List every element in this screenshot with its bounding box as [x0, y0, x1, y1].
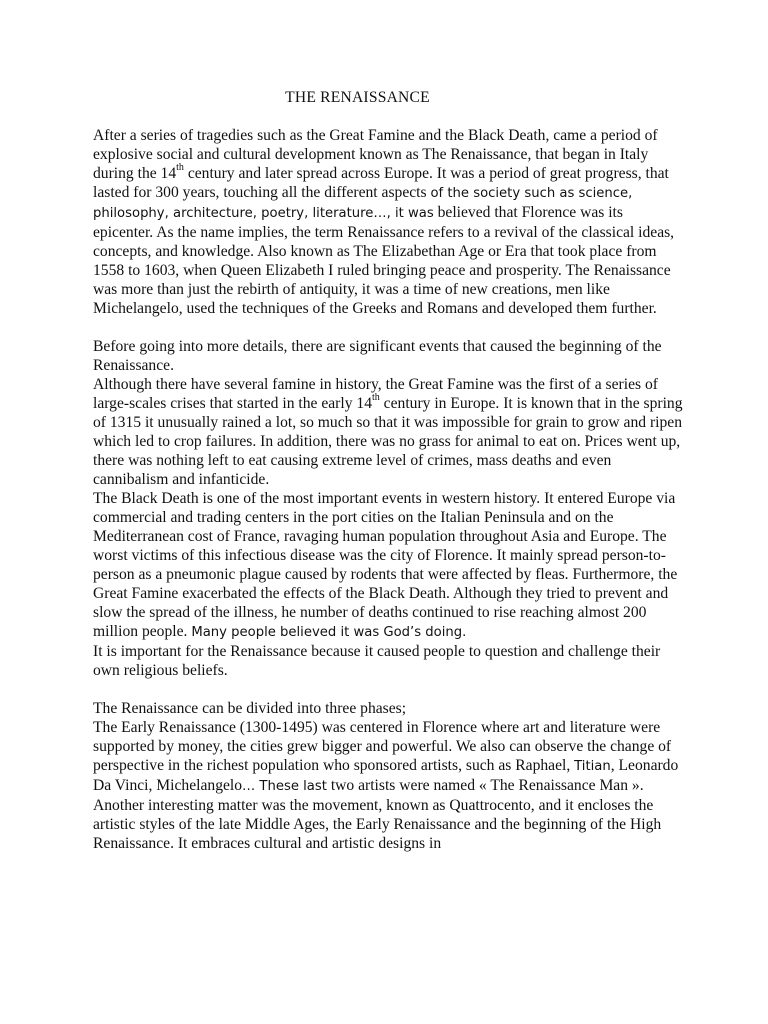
- text-run: Although there have several famine in history, the Great Famine was the first of a series of large-scales crises that started in the early 14: [93, 376, 658, 412]
- document-body: [93, 126, 683, 853]
- paragraph-quattrocento: Another interesting matter was the movement, known as Quattrocento, and it encloses the artistic styles of the late Middle Ages, the Early Renaissance and the beginning of the High Renaissance. It embraces cultural and artistic designs in: [93, 797, 662, 852]
- text-run: two artists were named « The Renaissance Man ».: [326, 777, 644, 794]
- paragraph-black-death: [93, 489, 683, 642]
- text-run: century and later spread across Europe. It was a period of great progress, that lasted for 300 years, touching all the different aspects: [93, 165, 669, 201]
- superscript: th: [372, 391, 380, 403]
- text-run-sans: of the society such as science, philosophy, architecture, poetry, literature…, it was: [93, 186, 633, 221]
- paragraph-phases: The Renaissance can be divided into three phases;: [93, 700, 407, 717]
- page-title: THE RENAISSANCE: [285, 89, 430, 106]
- paragraph-early-renaissance: [93, 718, 683, 796]
- text-run: The Early Renaissance (1300-1495) was centered in Florence where art and literature were supported by money, the cities grew bigger and powerful. We also can observe the change of perspective in the richest population who sponsored artists, such as Raphael,: [93, 719, 672, 774]
- text-run: century in Europe. It is known that in the spring of 1315 it unusually rained a lot, so much so that it was impossible for grain to grow and ripen which led to crop failures. In addition, there was no grass for animal to eat on. Prices went up, there was nothing left to eat causing extreme level of crimes, mass deaths and even cannibalism and infanticide.: [93, 395, 683, 488]
- text-run: believed that Florence was its epicenter. As the name implies, the term Renaissance refers to a revival of the classical ideas, concepts, and knowledge. Also known as The Elizabethan Age or Era that took place from 1558 to 1603, when Queen Elizabeth I ruled bringing peace and prosperity. The Renaissance was more than just the rebirth of antiquity, it was a time of new creations, men like Michelangelo, used the techniques of the Greeks and Romans and developed them further.: [93, 204, 675, 317]
- paragraph-great-famine: [93, 375, 683, 489]
- text-run: , Leonardo Da Vinci, Michelangelo: [93, 757, 679, 794]
- superscript: th: [176, 161, 184, 173]
- paragraph-intro: [93, 126, 683, 318]
- text-run: The Black Death is one of the most important events in western history. It entered Europe via commercial and trading centers in the port cities on the Italian Peninsula and on the Mediterranean cost of France, ravaging human population throughout Asia and Europe. The worst victims of this infectious disease was the city of Florence. It mainly spread person-to-person as a pneumonic plague caused by rodents that were affected by fleas. Furthermore, the Great Famine exacerbated the effects of the Black Death. Although they tried to prevent and slow the spread of the illness, he number of deaths continued to rise reaching almost 200 million people.: [93, 490, 678, 640]
- paragraph-importance: It is important for the Renaissance because it caused people to question and challenge their own religious beliefs.: [93, 643, 661, 679]
- text-run-sans: Titian: [574, 759, 611, 774]
- text-run-sans: Many people believed it was God’s doing.: [191, 625, 467, 640]
- text-run: After a series of tragedies such as the Great Famine and the Black Death, came a period of explosive social and cultural development known as The Renaissance, that began in Italy during the 14: [93, 127, 658, 182]
- paragraph-causes-intro: Before going into more details, there are significant events that caused the beginning of the Renaissance.: [93, 338, 662, 374]
- paragraph-gap: [93, 318, 683, 337]
- paragraph-gap: [93, 680, 683, 699]
- text-run-sans: … These last: [242, 779, 327, 794]
